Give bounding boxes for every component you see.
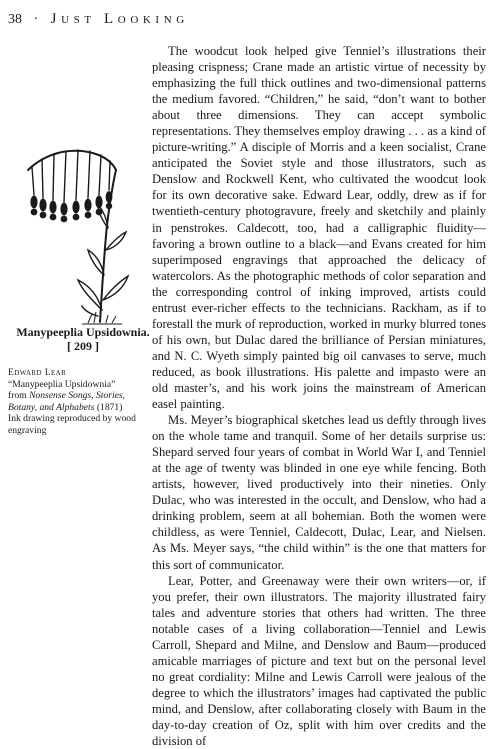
caption-title: “Manypeeplia Upsidownia” — [8, 378, 116, 390]
caption-source-italic: Nonsense Songs, Stories, Botany, and Alphabets — [8, 390, 125, 413]
running-header — [8, 9, 488, 31]
paragraph-3: Lear, Potter, and Greenaway were their own writers—or, if you prefer, their own illustrators. The majority illustrated fairy tales and adventure stories that others had written. The three notable cases of a living collaboration—Tenniel and Lewis Carroll, Shepard and Milne, and Denslow and Baum—produced amicable marriages of picture and text but on the personal level no great cordiality: Milne and Lewis Carroll were jealous of the degree to which the illustrators’ images had captivated the public mind, and Denslow, after collaborating closely with Baum in the day-to-day creation of Oz, split with him over credits and the division of — [152, 573, 486, 749]
caption-source — [8, 390, 148, 413]
body-text — [152, 43, 486, 749]
caption-artist: Edward Lear — [8, 367, 67, 378]
header-separator: · — [33, 12, 39, 27]
plant-illustration — [12, 140, 142, 325]
plate-number: [ 209 ] — [67, 339, 99, 353]
page-number: 38 — [8, 12, 22, 27]
manypeeplia-drawing — [12, 140, 142, 325]
paragraph-2: Ms. Meyer’s biographical sketches lead us deftly through lives on the whole tame and tranquil. Some of her details surprise us: Shepard served four years of combat in World War I, and Tenniel at the age of twenty was blinded in one eye while fencing. Both artists, however, lived productively into their nineties. Only Dulac, who was interested in the occult, and Denslow, who had a drinking problem, seem at all bohemian. Both the women were childless, as were Tenniel, Caldecott, Dulac, Lear, and Nielsen. As Ms. Meyer says, “the child within” is the one that matters for this sort of communicator. — [152, 413, 486, 572]
running-title: Just Looking — [50, 11, 189, 27]
caption-medium: Ink drawing reproduced by wood engraving — [8, 413, 136, 436]
paragraph-1: The woodcut look helped give Tenniel’s illustrations their pleasing crispness; Crane made an artistic virtue of necessity by emphasizing the full thick outlines and two-dimensional patterns the medium favored. “Children,” he said, “don’t want to bother about three dimensions. They can accept symbolic representations. They themselves employ drawing . . . as a kind of picture-writing.” A disciple of Morris and a keen socialist, Crane anticipated the Soviet style and those illustrators, such as Denslow and Rockwell Kent, who cultivated the woodcut look for its own decorative sake. Edward Lear, oddly, drew as if for twentieth-century photogravure, freely and sketchily and plainly in penstrokes. Caldecott, too, had a calligraphic fluidity—favoring a brown outline to a black—and Evans created for him superimposed engravings that approached the delicacy of watercolors. As the photographic methods of color separation and the corresponding control of inking improved, artists could entrust ever-richer effects to the technicians. Rackham, as if to forestall the murk of reproduction, worked in murky blurred tones of his own, but Dulac dared the brilliance of Persian miniatures, and N. C. Wyeth simply painted big oil canvases to serve, much reduced, as book illustrations. His palette and impasto were an old master’s, and his work joins the mainstream of American easel painting. — [152, 44, 486, 412]
plate-caption — [13, 325, 153, 353]
plate-title: Manypeeplia Upsidownia. — [16, 325, 150, 339]
figure-caption — [8, 367, 148, 437]
caption-source-prefix: from — [8, 390, 27, 402]
caption-source-year: (1871) — [96, 401, 123, 413]
